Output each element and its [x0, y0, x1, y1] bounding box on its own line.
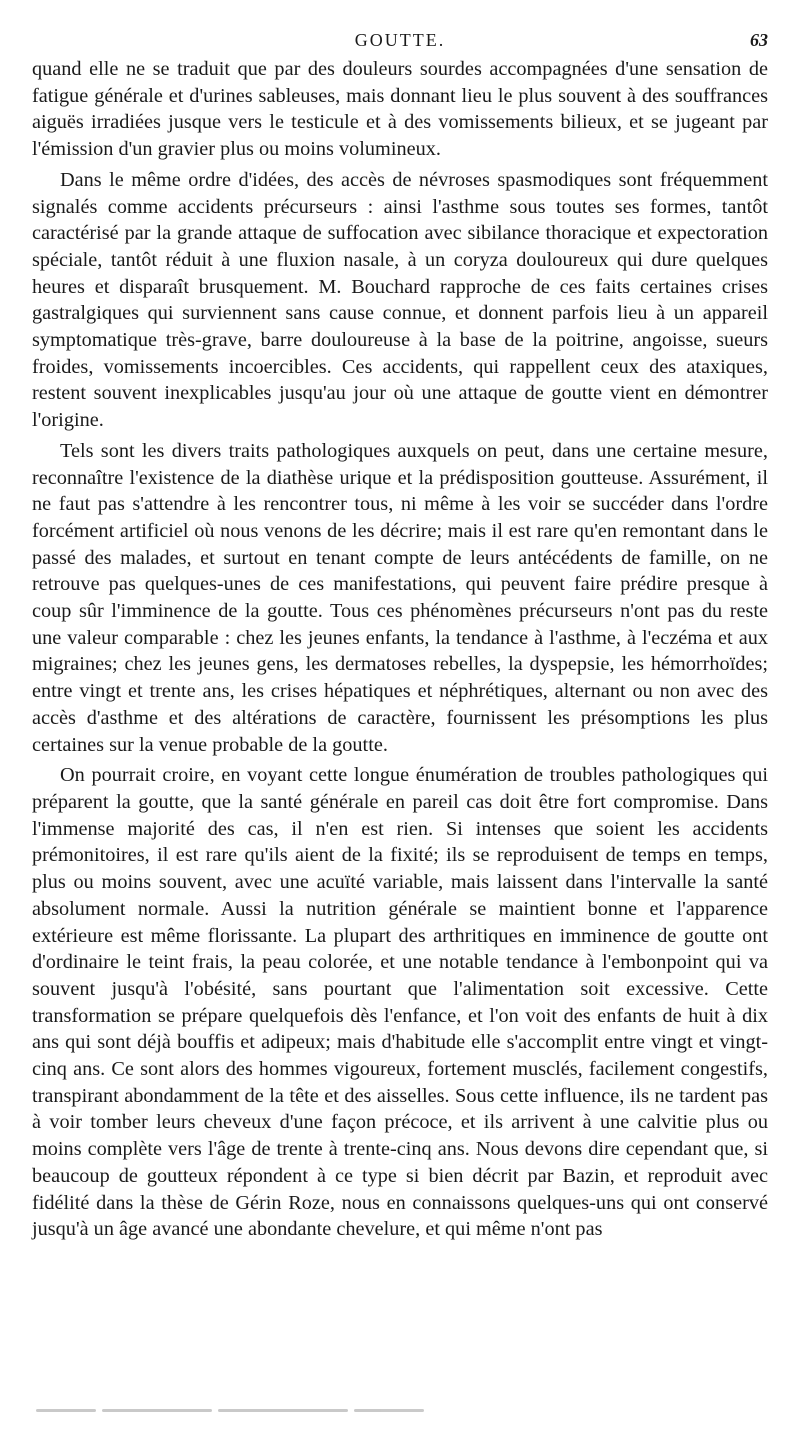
running-head	[32, 30, 768, 56]
paragraph-continuation: quand elle ne se traduit que par des douleurs sourdes accompagnées d'une sensation de fatigue générale et d'urines sableuses, mais donnant lieu le plus souvent à des souffrances aiguës irradiées jusque vers le testicule et à des vomissements bilieux, et se jugeant par l'émission d'un gravier plus ou moins volumineux.	[32, 58, 768, 161]
document-page	[32, 30, 768, 1243]
body-text	[32, 56, 768, 1243]
paragraph-sante-generale: On pourrait croire, en voyant cette longue énumération de troubles pathologiques qui préparent la goutte, que la santé générale en pareil cas doit être fort compromise. Dans l'immense majorité des cas, il n'en est rien. Si intenses que soient les accidents prémonitoires, il est rare qu'ils aient de la fixité; ils se reproduisent de temps en temps, plus ou moins souvent, avec une acuïté variable, mais laissent dans l'intervalle la santé absolument normale. Aussi la nutrition générale se maintient bonne et l'apparence extérieure est même florissante. La plupart des arthritiques en imminence de goutte ont d'ordinaire le teint frais, la peau colorée, et une notable tendance à l'embonpoint qui va souvent jusqu'à l'obésité, sans pourtant que l'alimentation soit excessive. Cette transformation se prépare quelquefois dès l'enfance, et l'on voit des enfants de huit à dix ans qui sont déjà bouffis et adipeux; mais d'habitude elle s'accomplit entre vingt et vingt-cinq ans. Ce sont alors des hommes vigoureux, fortement musclés, facilement congestifs, transpirant abondamment de la tête et des aisselles. Sous cette influence, ils ne tardent pas à voir tomber leurs cheveux d'une façon précoce, et ils arrivent à une calvitie plus ou moins complète vers l'âge de trente à trente-cinq ans. Nous devons dire cependant que, si beaucoup de goutteux répondent à ce type si bien décrit par Bazin, et reproduit avec fidélité dans la thèse de Gérin Roze, nous en connaissons quelques-uns qui ont conservé jusqu'à un âge avancé une abondante chevelure, et qui même n'ont pas	[32, 764, 768, 1241]
footer-print-smudge	[36, 1409, 676, 1415]
paragraph-nevroses: Dans le même ordre d'idées, des accès de névroses spasmodiques sont fréquemment signalés comme accidents précurseurs : ainsi l'asthme sous toutes ses formes, tantôt caractérisé par la grande attaque de suffocation avec sibilance thoracique et expectoration spéciale, tantôt réduit à une fluxion nasale, à un coryza douloureux qui dure quelques heures et disparaît brusquement. M. Bouchard rapproche de ces faits certaines crises gastralgiques qui surviennent sans cause connue, et donnent parfois lieu à un appareil symptomatique très-grave, barre douloureuse à la base de la poitrine, angoisse, sueurs froides, vomissements incoercibles. Ces accidents, qui rappellent ceux des ataxiques, restent souvent inexplicables jusqu'au jour où une attaque de goutte vient en démontrer l'origine.	[32, 168, 768, 432]
paragraph-traits-pathologiques: Tels sont les divers traits pathologiques auxquels on peut, dans une certaine mesure, reconnaître l'existence de la diathèse urique et la prédisposition goutteuse. Assurément, il ne faut pas s'attendre à les rencontrer tous, ni même à les voir se succéder dans l'ordre forcément artificiel où nous venons de les décrire; mais il est rare qu'en remontant dans le passé des malades, et surtout en tenant compte de leurs antécédents de famille, on ne retrouve pas quelques-unes de ces manifestations, qui peuvent faire prédire presque à coup sûr l'imminence de la goutte. Tous ces phénomènes précurseurs n'ont pas du reste une valeur comparable : chez les jeunes enfants, la tendance à l'asthme, à l'eczéma et aux migraines; chez les jeunes gens, les dermatoses rebelles, la dyspepsie, les hémorrhoïdes; entre vingt et trente ans, les crises hépatiques et néphrétiques, alternant ou non avec des accès d'asthme et des altérations de caractère, fournissent les présomptions les plus certaines sur la venue probable de la goutte.	[32, 439, 768, 756]
page-number: 63	[750, 30, 768, 50]
running-title: GOUTTE.	[354, 30, 446, 50]
